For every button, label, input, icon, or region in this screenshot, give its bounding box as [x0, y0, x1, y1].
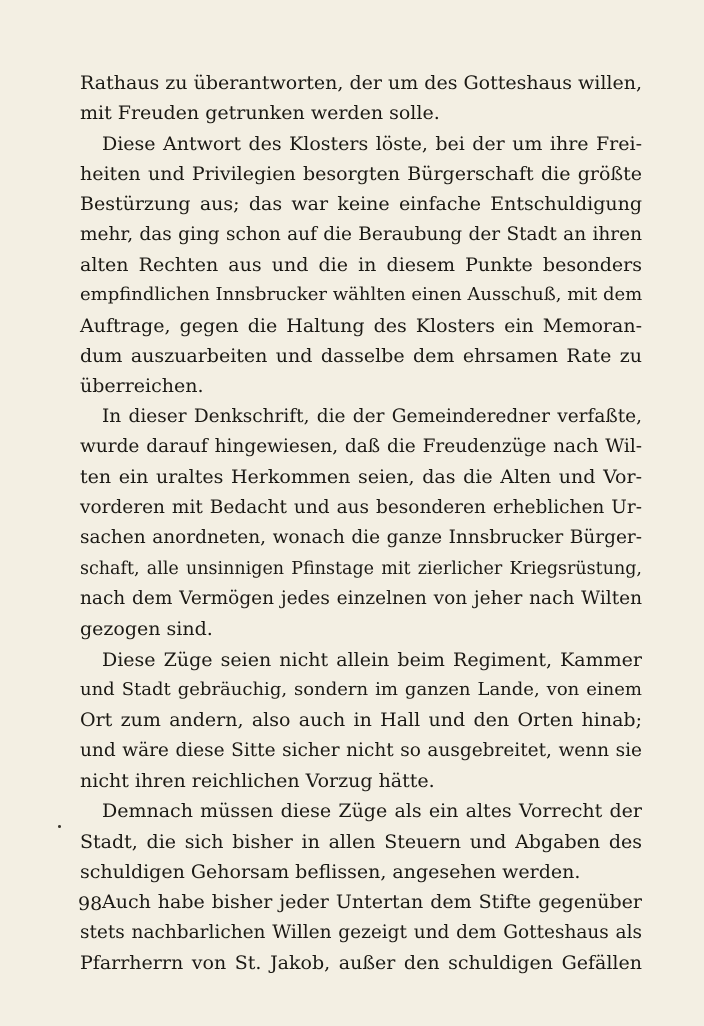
text-line: Ort zum andern, also auch in Hall und den Orten hinab; [80, 709, 642, 732]
text-line: gezogen sind. [80, 618, 213, 641]
text-line: In dieser Denkschrift, die der Gemeinderedner verfaßte, [102, 405, 642, 427]
text-line: schaft, alle unsinnigen Pfinstage mit zierlicher Kriegsrüstung, [80, 558, 642, 579]
text-line: und Stadt gebräuchig, sondern im ganzen Lande, von einem [80, 678, 642, 700]
body-text [80, 68, 642, 978]
margin-dot [58, 825, 61, 828]
text-line: wurde darauf hingewiesen, daß die Freudenzüge nach Wil- [80, 436, 642, 458]
text-line: dum auszuarbeiten und dasselbe dem ehrsamen Rate zu [80, 345, 642, 368]
text-line: empfindlichen Innsbrucker wählten einen Ausschuß, mit dem [80, 284, 643, 306]
text-line: heiten und Privilegien besorgten Bürgerschaft die größte [80, 163, 642, 186]
text-line: Demnach müssen diese Züge als ein altes Vorrecht der [102, 800, 642, 823]
text-line: mit Freuden getrunken werden solle. [80, 102, 440, 125]
text-line: mehr, das ging schon auf die Beraubung der Stadt an ihren [80, 223, 642, 245]
text-line: Diese Antwort des Klosters löste, bei der um ihre Frei- [102, 132, 642, 155]
text-line: stets nachbarlichen Willen gezeigt und dem Gotteshaus als [80, 921, 642, 943]
text-line: Auch habe bisher jeder Untertan dem Stifte gegenüber [102, 891, 642, 914]
text-line: und wäre diese Sitte sicher nicht so ausgebreitet, wenn sie [80, 739, 642, 761]
text-line: Bestürzung aus; das war keine einfache Entschuldigung [80, 193, 642, 216]
text-line: vorderen mit Bedacht und aus besonderen erheblichen Ur- [80, 496, 642, 518]
text-line: Pfarrherrn von St. Jakob, außer den schuldigen Gefällen [80, 951, 642, 974]
text-line: Stadt, die sich bisher in allen Steuern und Abgaben des [80, 830, 642, 853]
text-line: schuldigen Gehorsam beflissen, angesehen werden. [80, 860, 581, 883]
text-line: Diese Züge seien nicht allein beim Regiment, Kammer [102, 648, 642, 671]
text-line: alten Rechten aus und die in diesem Punkte besonders [80, 254, 642, 277]
text-line: sachen anordneten, wonach die ganze Innsbrucker Bürger- [80, 527, 642, 549]
page-number: 98 [78, 893, 103, 915]
text-line: nach dem Vermögen jedes einzelnen von jeher nach Wilten [80, 587, 642, 609]
text-line: ten ein uraltes Herkommen seien, das die Alten und Vor- [80, 466, 642, 489]
text-line: überreichen. [80, 375, 204, 398]
text-line: nicht ihren reichlichen Vorzug hätte. [80, 769, 435, 792]
text-line: Rathaus zu überantworten, der um des Gotteshaus willen, [80, 72, 642, 94]
text-line: Auftrage, gegen die Haltung des Klosters ein Memoran- [80, 314, 642, 337]
